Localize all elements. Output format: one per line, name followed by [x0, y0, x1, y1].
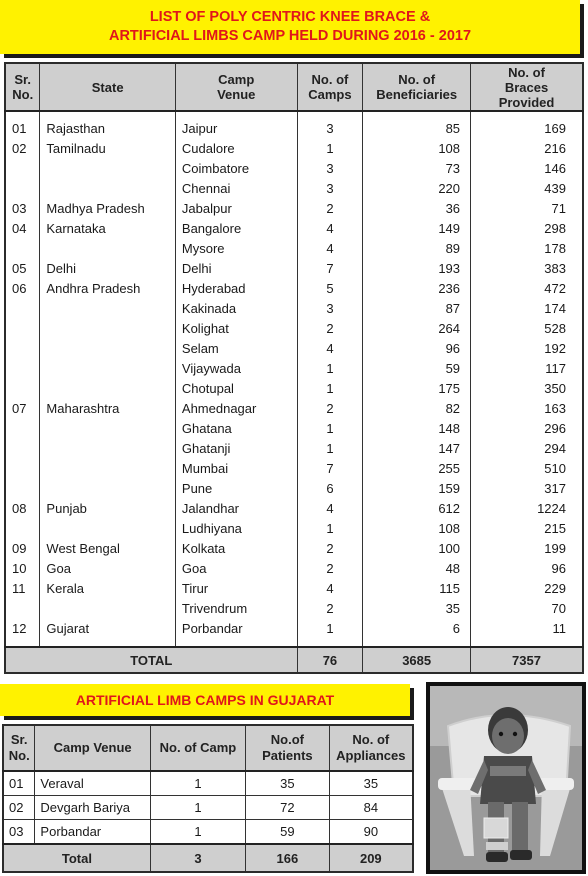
- guj-cell-patients: 72: [246, 796, 330, 820]
- cell-state: [40, 379, 175, 399]
- cell-venue: Cudalore: [175, 139, 297, 159]
- cell-braces: 178: [544, 241, 566, 256]
- cell-state: Andhra Pradesh: [40, 279, 175, 299]
- guj-cell-camps: 1: [150, 796, 245, 820]
- cell-camps: 2: [297, 539, 363, 559]
- cell-venue: Tirur: [175, 579, 297, 599]
- total-camps: 76: [297, 647, 363, 673]
- cell-braces: 163: [544, 401, 566, 416]
- cell-venue: Jaipur: [175, 119, 297, 139]
- cell-braces: 472: [544, 281, 566, 296]
- table-row: [5, 519, 583, 539]
- guj-cell-appliances: 35: [329, 771, 413, 796]
- cell-beneficiaries: 35: [363, 599, 471, 619]
- guj-cell-camps: 1: [150, 820, 245, 845]
- guj-cell-sr: 01: [3, 771, 35, 796]
- cell-sr: 07: [5, 399, 40, 419]
- cell-camps: 1: [297, 359, 363, 379]
- cell-beneficiaries: 108: [363, 139, 471, 159]
- cell-venue: Mysore: [175, 239, 297, 259]
- cell-venue: Jalandhar: [175, 499, 297, 519]
- cell-braces: 1224: [537, 501, 566, 516]
- table-row: [5, 459, 583, 479]
- cell-sr: [5, 299, 40, 319]
- table-row: [5, 479, 583, 499]
- cell-camps: 6: [297, 479, 363, 499]
- cell-camps: 2: [297, 559, 363, 579]
- gujarat-title-banner: ARTIFICIAL LIMB CAMPS IN GUJARAT: [0, 684, 410, 716]
- child-with-brace-photo: [426, 682, 586, 874]
- cell-braces: 229: [544, 581, 566, 596]
- cell-sr: 08: [5, 499, 40, 519]
- cell-braces: 117: [545, 361, 566, 376]
- cell-venue: Hyderabad: [175, 279, 297, 299]
- main-title-line1: LIST OF POLY CENTRIC KNEE BRACE &: [149, 9, 431, 25]
- table-row: [5, 499, 583, 519]
- cell-beneficiaries: 193: [363, 259, 471, 279]
- gujarat-total-row: [3, 844, 413, 872]
- cell-venue: Trivendrum: [175, 599, 297, 619]
- cell-venue: Kakinada: [175, 299, 297, 319]
- cell-venue: Ludhiyana: [175, 519, 297, 539]
- cell-venue: Mumbai: [175, 459, 297, 479]
- table-row: [5, 359, 583, 379]
- cell-sr: 06: [5, 279, 40, 299]
- cell-sr: [5, 359, 40, 379]
- cell-camps: 1: [297, 519, 363, 539]
- cell-beneficiaries: 82: [363, 399, 471, 419]
- photo-illustration: [430, 686, 582, 870]
- table-row: [5, 559, 583, 579]
- cell-camps: 3: [297, 179, 363, 199]
- table-row: [5, 599, 583, 619]
- cell-state: West Bengal: [40, 539, 175, 559]
- cell-camps: 2: [297, 599, 363, 619]
- cell-beneficiaries: 612: [363, 499, 471, 519]
- cell-state: [40, 519, 175, 539]
- cell-venue: Selam: [175, 339, 297, 359]
- cell-braces: 174: [544, 301, 566, 316]
- cell-sr: 12: [5, 619, 40, 639]
- cell-braces: 11: [552, 621, 566, 636]
- cell-sr: 10: [5, 559, 40, 579]
- cell-beneficiaries: 264: [363, 319, 471, 339]
- cell-venue: Kolkata: [175, 539, 297, 559]
- cell-camps: 4: [297, 239, 363, 259]
- cell-braces: 215: [544, 521, 566, 536]
- cell-braces: 439: [544, 181, 566, 196]
- cell-sr: 03: [5, 199, 40, 219]
- cell-beneficiaries: 73: [363, 159, 471, 179]
- guj-header-sr-no: Sr. No.: [3, 725, 35, 771]
- cell-beneficiaries: 48: [363, 559, 471, 579]
- cell-braces: 96: [551, 561, 566, 576]
- cell-beneficiaries: 175: [363, 379, 471, 399]
- cell-beneficiaries: 59: [363, 359, 471, 379]
- guj-cell-camps: 1: [150, 771, 245, 796]
- guj-cell-venue: Veraval: [35, 771, 150, 796]
- cell-camps: 4: [297, 339, 363, 359]
- cell-venue: Kolighat: [175, 319, 297, 339]
- table-row: [5, 299, 583, 319]
- camps-total-row: [5, 647, 583, 673]
- table-row: [5, 159, 583, 179]
- guj-total-label: Total: [3, 844, 150, 872]
- cell-state: [40, 159, 175, 179]
- table-row: [5, 339, 583, 359]
- guj-total-camps: 3: [150, 844, 245, 872]
- guj-header-patients: No.of Patients: [246, 725, 330, 771]
- cell-sr: [5, 439, 40, 459]
- cell-state: [40, 419, 175, 439]
- guj-cell-patients: 35: [246, 771, 330, 796]
- cell-braces: 146: [544, 161, 566, 176]
- cell-sr: [5, 339, 40, 359]
- table-spacer: [5, 639, 583, 647]
- cell-camps: 2: [297, 399, 363, 419]
- cell-camps: 1: [297, 439, 363, 459]
- cell-sr: [5, 379, 40, 399]
- cell-braces: 350: [544, 381, 566, 396]
- guj-total-appliances: 209: [329, 844, 413, 872]
- cell-state: [40, 299, 175, 319]
- cell-venue: Chotupal: [175, 379, 297, 399]
- cell-state: [40, 479, 175, 499]
- cell-venue: Bangalore: [175, 219, 297, 239]
- cell-beneficiaries: 89: [363, 239, 471, 259]
- cell-venue: Pune: [175, 479, 297, 499]
- cell-venue: Porbandar: [175, 619, 297, 639]
- table-row: [5, 419, 583, 439]
- cell-beneficiaries: 147: [363, 439, 471, 459]
- table-row: [5, 399, 583, 419]
- cell-state: Gujarat: [40, 619, 175, 639]
- guj-cell-sr: 03: [3, 820, 35, 845]
- cell-sr: 11: [5, 579, 40, 599]
- cell-state: [40, 459, 175, 479]
- cell-camps: 2: [297, 199, 363, 219]
- cell-sr: [5, 519, 40, 539]
- table-row: [5, 619, 583, 639]
- cell-venue: Delhi: [175, 259, 297, 279]
- table-spacer: [5, 111, 583, 119]
- guj-header-camp-venue: Camp Venue: [35, 725, 150, 771]
- table-row: [5, 139, 583, 159]
- cell-braces: 528: [544, 321, 566, 336]
- table-row: [3, 820, 413, 845]
- cell-camps: 7: [297, 259, 363, 279]
- cell-beneficiaries: 149: [363, 219, 471, 239]
- cell-beneficiaries: 85: [363, 119, 471, 139]
- cell-sr: 05: [5, 259, 40, 279]
- cell-sr: 04: [5, 219, 40, 239]
- guj-cell-patients: 59: [246, 820, 330, 845]
- table-row: [5, 539, 583, 559]
- cell-braces: 192: [544, 341, 566, 356]
- cell-camps: 1: [297, 139, 363, 159]
- guj-cell-appliances: 84: [329, 796, 413, 820]
- cell-sr: [5, 599, 40, 619]
- cell-state: Rajasthan: [40, 119, 175, 139]
- cell-camps: 3: [297, 299, 363, 319]
- table-row: [5, 179, 583, 199]
- table-row: [5, 219, 583, 239]
- guj-cell-appliances: 90: [329, 820, 413, 845]
- cell-state: Tamilnadu: [40, 139, 175, 159]
- gujarat-camps-table: [2, 724, 414, 873]
- header-sr-no: Sr. No.: [5, 63, 40, 111]
- table-row: [3, 796, 413, 820]
- cell-camps: 4: [297, 219, 363, 239]
- cell-beneficiaries: 36: [363, 199, 471, 219]
- cell-sr: [5, 459, 40, 479]
- cell-venue: Chennai: [175, 179, 297, 199]
- guj-header-appliances: No. of Appliances: [329, 725, 413, 771]
- cell-braces: 298: [544, 221, 566, 236]
- cell-state: Madhya Pradesh: [40, 199, 175, 219]
- cell-state: Karnataka: [40, 219, 175, 239]
- header-no-of-camps: No. of Camps: [297, 63, 363, 111]
- cell-sr: [5, 319, 40, 339]
- table-row: [5, 579, 583, 599]
- cell-venue: Ghatana: [175, 419, 297, 439]
- cell-camps: 7: [297, 459, 363, 479]
- cell-braces: 510: [544, 461, 566, 476]
- cell-state: [40, 339, 175, 359]
- cell-camps: 4: [297, 499, 363, 519]
- cell-beneficiaries: 6: [363, 619, 471, 639]
- cell-beneficiaries: 159: [363, 479, 471, 499]
- cell-braces: 296: [544, 421, 566, 436]
- cell-braces: 70: [551, 601, 566, 616]
- cell-state: [40, 359, 175, 379]
- guj-total-patients: 166: [246, 844, 330, 872]
- cell-state: Punjab: [40, 499, 175, 519]
- table-row: [5, 199, 583, 219]
- cell-beneficiaries: 220: [363, 179, 471, 199]
- camps-table-header: [5, 63, 583, 111]
- guj-cell-venue: Devgarh Bariya: [35, 796, 150, 820]
- cell-sr: 02: [5, 139, 40, 159]
- cell-beneficiaries: 255: [363, 459, 471, 479]
- main-title-banner: [0, 0, 580, 54]
- cell-state: [40, 599, 175, 619]
- cell-beneficiaries: 96: [363, 339, 471, 359]
- cell-braces: 383: [544, 261, 566, 276]
- gujarat-table-header: [3, 725, 413, 771]
- cell-state: Delhi: [40, 259, 175, 279]
- guj-cell-sr: 02: [3, 796, 35, 820]
- cell-braces: 317: [544, 481, 566, 496]
- cell-venue: Ghatanji: [175, 439, 297, 459]
- total-braces: 7357: [471, 647, 583, 673]
- table-row: [5, 319, 583, 339]
- table-row: [3, 771, 413, 796]
- cell-beneficiaries: 108: [363, 519, 471, 539]
- cell-venue: Jabalpur: [175, 199, 297, 219]
- guj-cell-venue: Porbandar: [35, 820, 150, 845]
- cell-venue: Ahmednagar: [175, 399, 297, 419]
- cell-camps: 1: [297, 419, 363, 439]
- header-camp-venue: Camp Venue: [175, 63, 297, 111]
- table-row: [5, 259, 583, 279]
- cell-sr: [5, 479, 40, 499]
- cell-state: [40, 179, 175, 199]
- table-row: [5, 119, 583, 139]
- cell-state: [40, 239, 175, 259]
- table-row: [5, 239, 583, 259]
- cell-beneficiaries: 115: [363, 579, 471, 599]
- cell-braces: 71: [551, 201, 566, 216]
- cell-sr: 09: [5, 539, 40, 559]
- cell-camps: 3: [297, 119, 363, 139]
- table-row: [5, 379, 583, 399]
- cell-sr: [5, 179, 40, 199]
- cell-beneficiaries: 100: [363, 539, 471, 559]
- cell-venue: Vijaywada: [175, 359, 297, 379]
- cell-sr: [5, 419, 40, 439]
- main-title-line2: ARTIFICIAL LIMBS CAMP HELD DURING 2016 - 2017: [108, 28, 472, 44]
- cell-camps: 3: [297, 159, 363, 179]
- cell-state: Maharashtra: [40, 399, 175, 419]
- cell-sr: [5, 159, 40, 179]
- cell-beneficiaries: 87: [363, 299, 471, 319]
- total-beneficiaries: 3685: [363, 647, 471, 673]
- cell-camps: 2: [297, 319, 363, 339]
- cell-camps: 4: [297, 579, 363, 599]
- cell-state: Kerala: [40, 579, 175, 599]
- cell-braces: 169: [544, 121, 566, 136]
- cell-beneficiaries: 148: [363, 419, 471, 439]
- cell-beneficiaries: 236: [363, 279, 471, 299]
- header-state: State: [40, 63, 175, 111]
- cell-state: [40, 319, 175, 339]
- cell-camps: 5: [297, 279, 363, 299]
- cell-sr: 01: [5, 119, 40, 139]
- cell-braces: 294: [544, 441, 566, 456]
- header-beneficiaries: No. of Beneficiaries: [363, 63, 471, 111]
- cell-braces: 216: [544, 141, 566, 156]
- cell-braces: 199: [544, 541, 566, 556]
- cell-venue: Goa: [175, 559, 297, 579]
- table-row: [5, 439, 583, 459]
- cell-sr: [5, 239, 40, 259]
- total-label: TOTAL: [5, 647, 297, 673]
- guj-header-no-of-camp: No. of Camp: [150, 725, 245, 771]
- cell-state: [40, 439, 175, 459]
- cell-venue: Coimbatore: [175, 159, 297, 179]
- cell-camps: 1: [297, 379, 363, 399]
- table-row: [5, 279, 583, 299]
- cell-camps: 1: [297, 619, 363, 639]
- cell-state: Goa: [40, 559, 175, 579]
- header-braces-provided: No. of Braces Provided: [471, 63, 583, 111]
- camps-table: [4, 62, 584, 674]
